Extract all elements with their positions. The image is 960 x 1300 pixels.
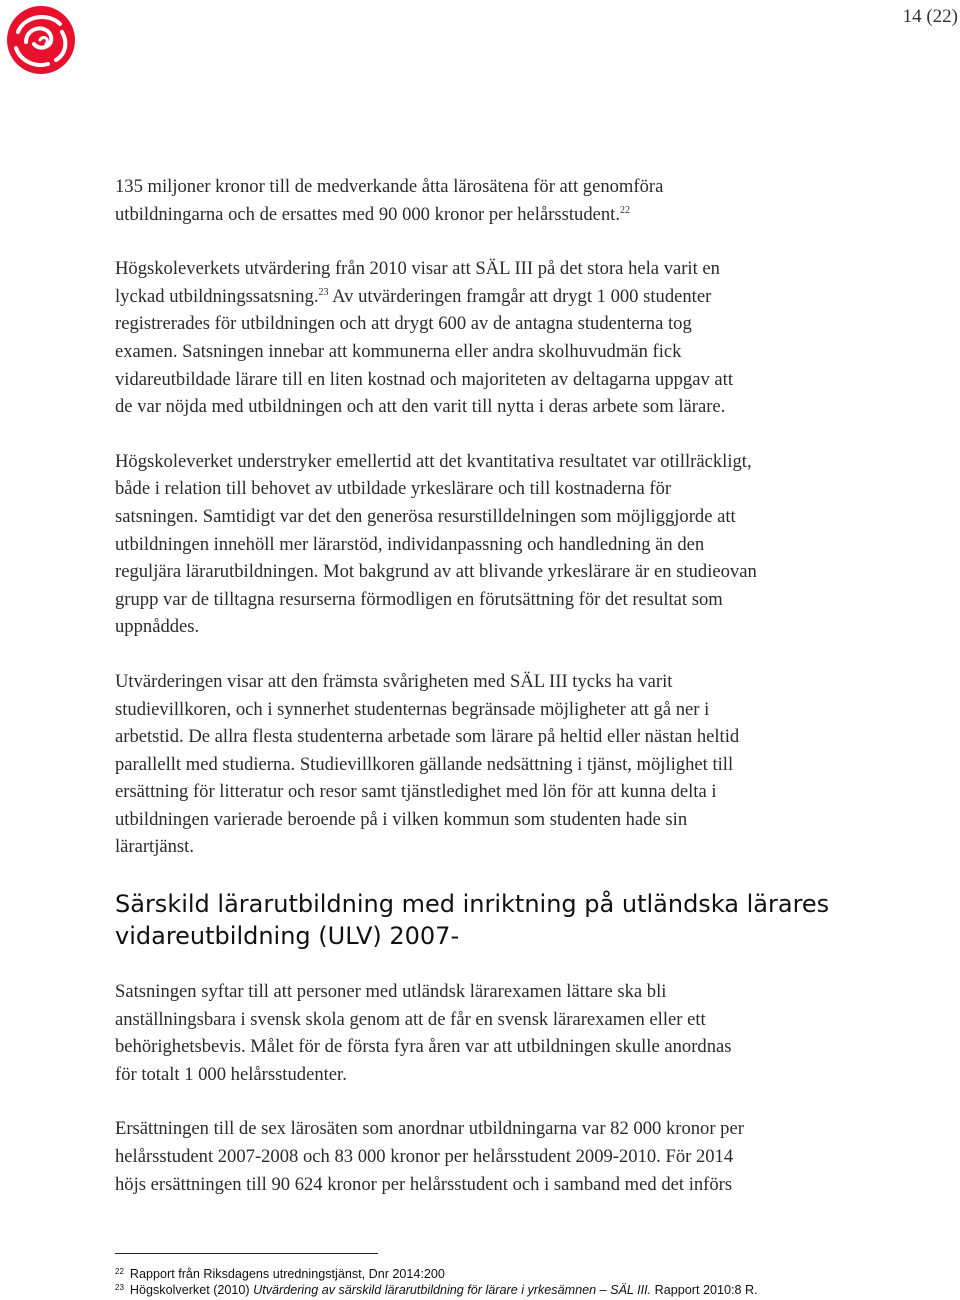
paragraph: Ersättningen till de sex lärosäten som anordnar utbildningarna var 82 000 kronor per helårsstudent 2007-2008 och 83 000 kronor per helårsstudent 2009-2010. För 2014 höjs ersättningen till 90 624 kronor per helårsstudent och i samband med det införs xyxy=(115,1118,744,1195)
paragraph: Satsningen syftar till att personer med utländsk lärarexamen lättare ska bli anställningsbara i svensk skola genom att de får en svensk lärarexamen eller ett behörighetsbevis. Målet för de första fyra åren var att utbildningen skulle anordnas för totalt 1 000 helårsstudenter. xyxy=(115,981,732,1085)
page-number: 14 (22) xyxy=(902,6,958,27)
paragraph: Högskoleverket understryker emellertid att det kvantitativa resultatet var otillräckligt, både i relation till behovet av utbildade yrkeslärare och till kostnaderna för satsningen. Samtidigt var det den generösa resurstilldelningen som möjliggjorde att utbildningen innehöll mer lärarstöd, individanpassning och handledning än den reguljära lärarutbildningen. Mot bakgrund av att blivande yrkeslärare är en studieovan grupp var de tilltagna resurserna förmodligen en förutsättning för det resultat som uppnåddes. xyxy=(115,450,757,638)
document-body xyxy=(115,173,855,1225)
paragraph: Utvärderingen visar att den främsta svårigheten med SÄL III tycks ha varit studievillkoren, och i synnerhet studenternas begränsade möjligheter att gå ner i arbetstid. De allra flesta studenterna arbetade som lärare på heltid eller nästan heltid parallellt med studierna. Studievillkoren gällande nedsättning i tjänst, möjlighet till ersättning för litteratur och resor samt tjänstledighet med lön för att kunna delta i utbildningen varierade beroende på i vilken kommun som studenten hade sin lärartjänst. xyxy=(115,670,740,858)
footnote-ref[interactable]: 22 xyxy=(620,204,630,216)
footnotes xyxy=(115,1266,915,1298)
paragraph: 135 miljoner kronor till de medverkande åtta lärosätena för att genomföra utbildningarna och de ersattes med 90 000 kronor per helårsstudent.$^{22}$ xyxy=(115,176,664,225)
footnote-ref[interactable]: 23 xyxy=(318,286,329,298)
paragraph: Högskoleverkets utvärdering från 2010 visar att SÄL III på det stora hela varit en lyckad utbildningssatsning.$^{23}$ Av utvärderingen framgår att drygt 1 000 studenter registrerades för utbildningen och att drygt 600 av de antagna studenterna tog examen. Satsningen innebar att kommunerna eller andra skolhuvudmän fick vidareutbildade lärare till en liten kostnad och majoriteten av deltagarna uppgav att de var nöjda med utbildningen och att den varit till nytta i deras arbete som lärare. xyxy=(115,258,734,418)
rose-logo-icon xyxy=(4,2,78,76)
footnote: $^{22}$ Rapport från Riksdagens utredningstjänst, Dnr 2014:200 xyxy=(115,1267,445,1281)
footnote-divider xyxy=(115,1253,378,1254)
section-heading: Särskild lärarutbildning med inriktning på utländska lärares vidareutbildning (ULV) 2007- xyxy=(115,890,830,951)
footnote: $^{23}$ Högskolverket (2010) Utvärdering av särskild lärarutbildning för lärare i yrkesämnen – SÄL III. Rapport 2010:8 R. xyxy=(115,1283,758,1297)
